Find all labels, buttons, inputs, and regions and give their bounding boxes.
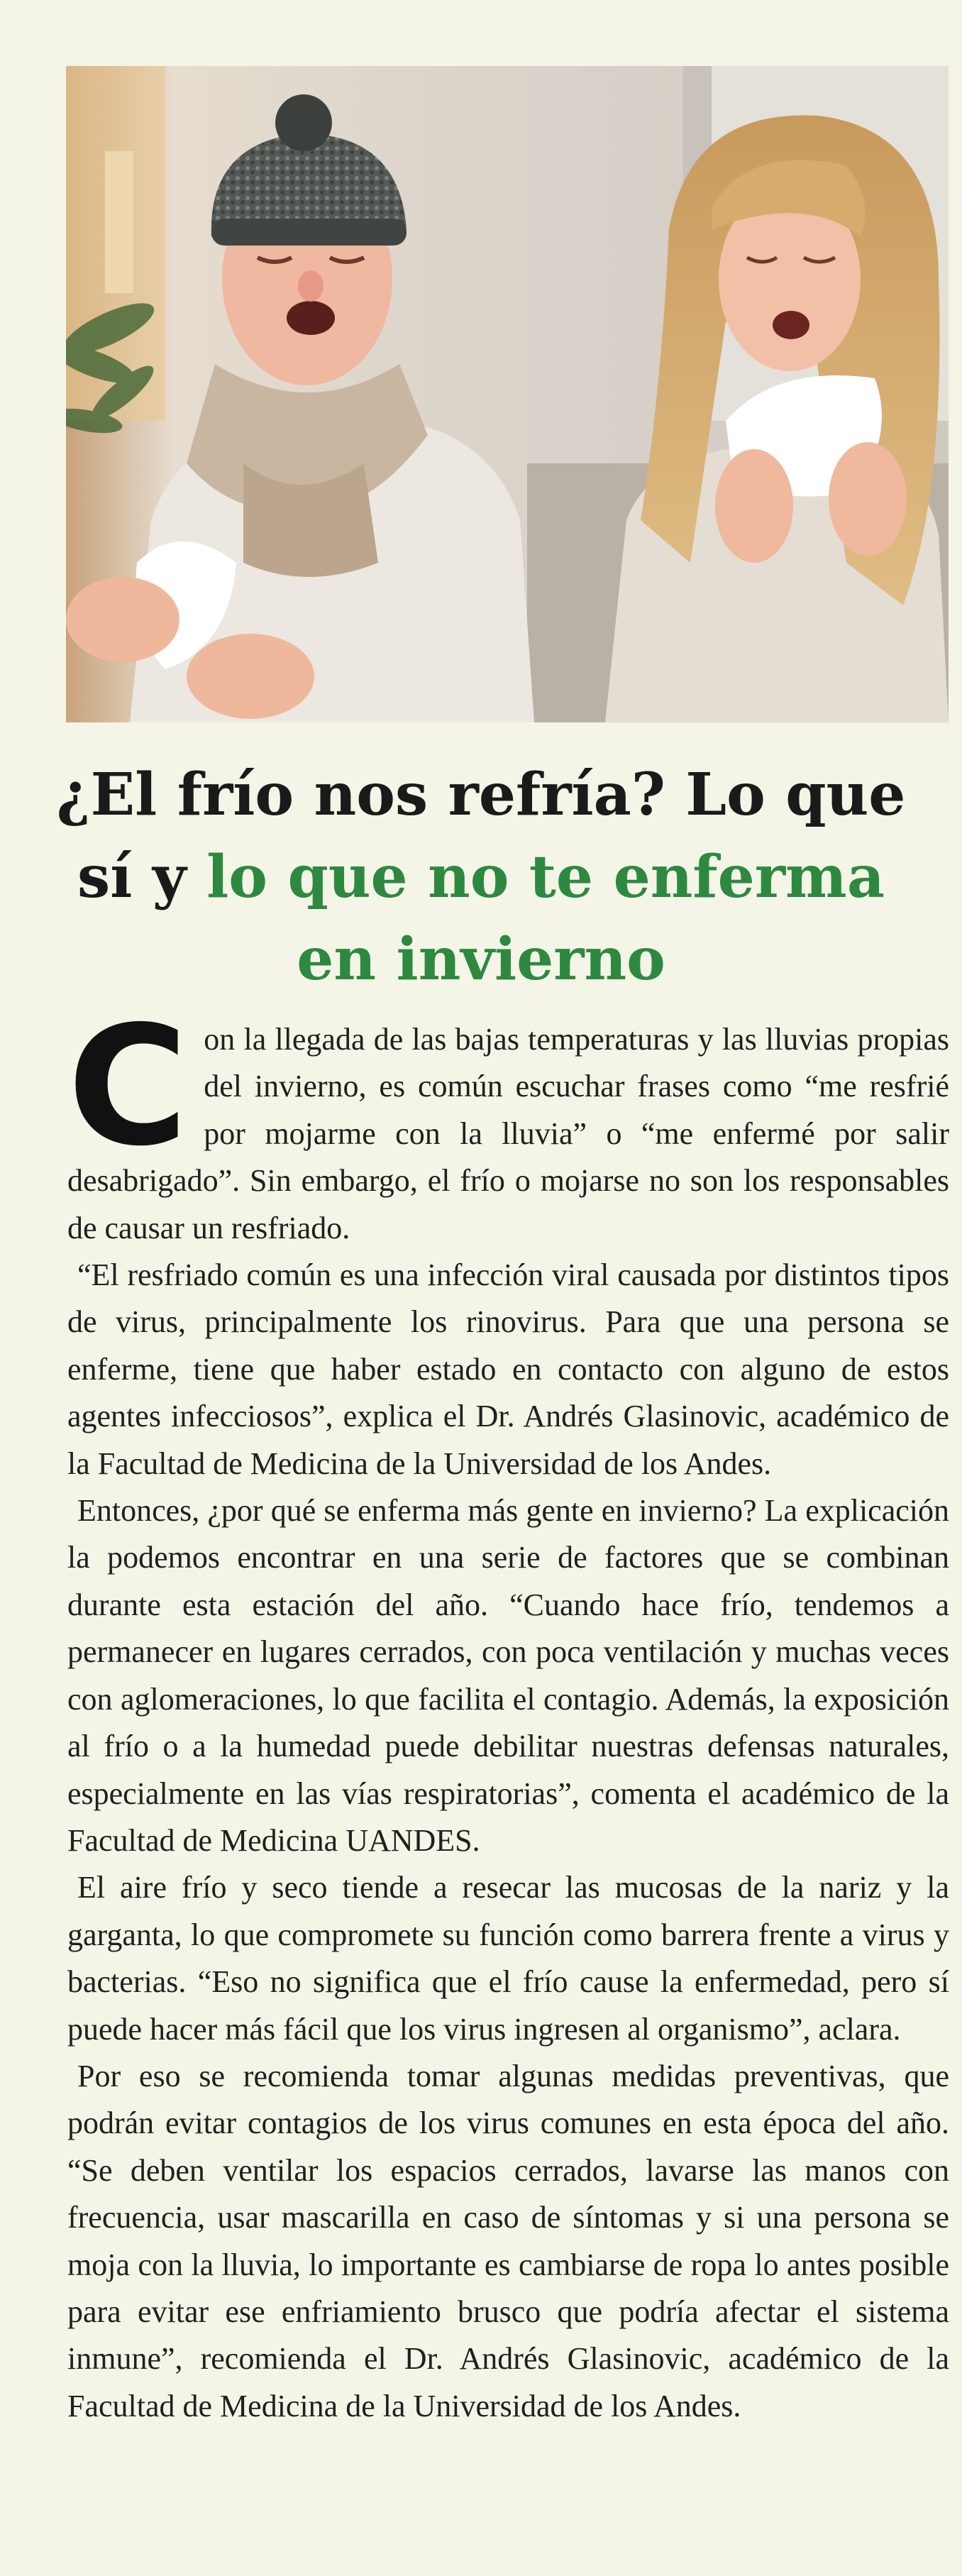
title-part-green: lo que no te enferma en invierno	[206, 843, 885, 993]
article-body	[67, 991, 949, 2430]
paragraph-2: “El resfriado común es una infección viral causada por distintos tipos de virus, principalmente los rinovirus. Para que una persona se enferme, tiene que haber estado en contacto con alguno de estos agentes infecciosos”, explica el Dr. Andrés Glasinovic, académico de la Facultad de Medicina de la Universidad de los Andes.	[67, 1257, 949, 1481]
paragraph-4: El aire frío y seco tiende a resecar las mucosas de la nariz y la garganta, lo que compromete su función como barrera frente a virus y bacterias. “Eso no significa que el frío cause la enfermedad, pero sí puede hacer más fácil que los virus ingresen al organismo”, aclara.	[67, 1870, 949, 2047]
paragraph-1	[67, 991, 949, 1252]
paragraph-3: Entonces, ¿por qué se enferma más gente en invierno? La explicación la podemos encontrar en una serie de factores que se combinan durante esta estación del año. “Cuando hace frío, tendemos a permanecer en lugares cerrados, con poca ventilación y muchas veces con aglomeraciones, lo que facilita el contagio. Además, la exposición al frío o a la humedad puede debilitar nuestras defensas naturales, especialmente en las vías respiratorias”, comenta el académico de la Facultad de Medicina UANDES.	[67, 1493, 949, 1858]
sick-couple-illustration	[66, 66, 949, 722]
paragraph-5: Por eso se recomienda tomar algunas medidas preventivas, que podrán evitar contagios de los virus comunes en esta época del año. “Se deben ventilar los espacios cerrados, lavarse las manos con frecuencia, usar mascarilla en caso de síntomas y si una persona se moja con la lluvia, lo importante es cambiarse de ropa lo antes posible para evitar ese enfriamiento brusco que podría afectar el sistema inmune”, recomienda el Dr. Andrés Glasinovic, académico de la Facultad de Medicina de la Universidad de los Andes.	[67, 2058, 949, 2423]
drop-cap: C	[67, 991, 189, 1182]
paragraph-1-text: on la llegada de las bajas temperaturas y las lluvias propias del invierno, es común escuchar frases como “me resfrié por mojarme con la lluvia” o “me enfermé por salir desabrigado”. Sin embargo, el frío o mojarse no son los responsables de causar un resfriado.	[67, 1022, 949, 1245]
article-title	[43, 754, 919, 1001]
title-part-black: ¿El frío nos refría? Lo que sí y	[56, 761, 906, 911]
article-photo	[66, 66, 949, 722]
